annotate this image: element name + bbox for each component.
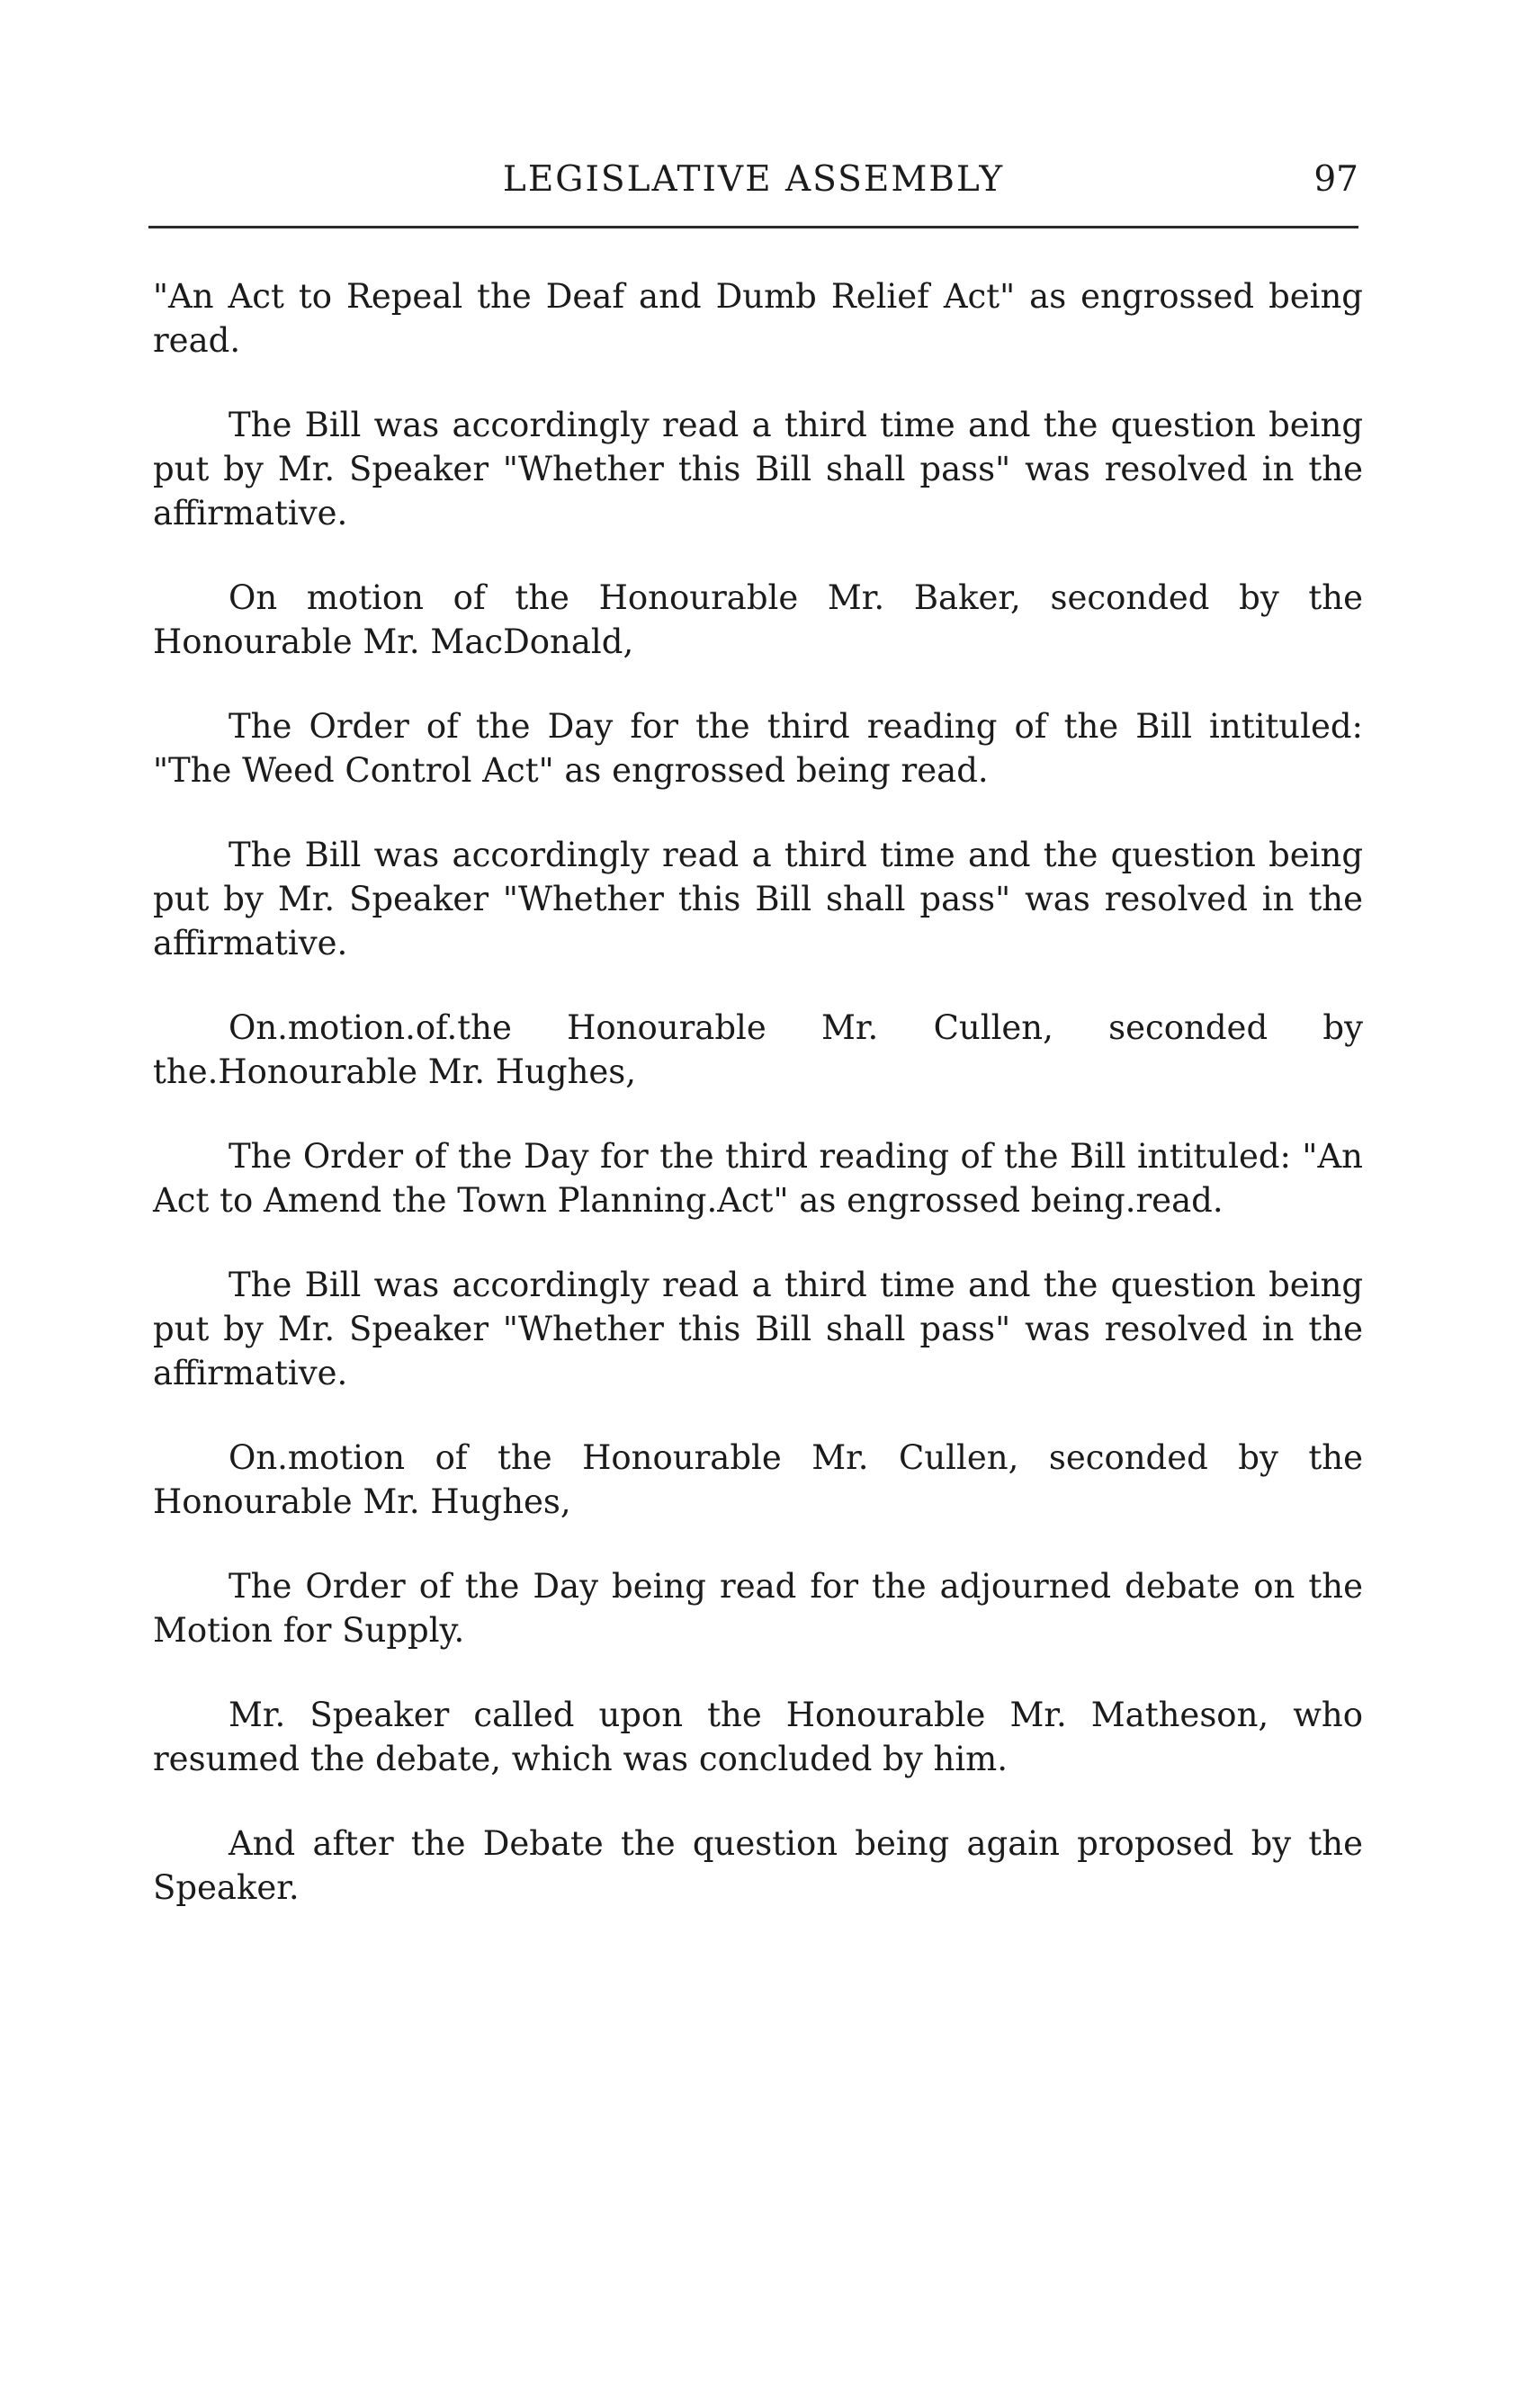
paragraph: The Bill was accordingly read a third time and the question being put by Mr. Speaker "Whether this Bill shall pass" was resolved in the affirmative. xyxy=(153,836,1363,962)
paragraph: On.motion of the Honourable Mr. Cullen, seconded by the Honourable Mr. Hughes, xyxy=(153,1438,1363,1521)
paragraph: The Order of the Day for the third reading of the Bill intituled: "An Act to Amend the Town Planning.Act" as engrossed being.read. xyxy=(153,1137,1363,1220)
page-number: 97 xyxy=(1313,159,1358,200)
paragraph: "An Act to Repeal the Deaf and Dumb Relief Act" as engrossed being read. xyxy=(153,277,1363,360)
paragraph: The Order of the Day being read for the adjourned debate on the Motion for Supply. xyxy=(153,1567,1363,1650)
paragraph: Mr. Speaker called upon the Honourable Mr. Matheson, who resumed the debate, which was concluded by him. xyxy=(153,1696,1363,1778)
body-text xyxy=(153,274,1363,1950)
running-header xyxy=(148,155,1358,205)
paragraph: On motion of the Honourable Mr. Baker, seconded by the Honourable Mr. MacDonald, xyxy=(153,578,1363,661)
header-title: LEGISLATIVE ASSEMBLY xyxy=(502,159,1005,200)
paragraph: And after the Debate the question being again proposed by the Speaker. xyxy=(153,1824,1363,1907)
paragraph: The Order of the Day for the third reading of the Bill intituled: "The Weed Control Act" as engrossed being read. xyxy=(153,707,1363,790)
paragraph: The Bill was accordingly read a third time and the question being put by Mr. Speaker "Whether this Bill shall pass" was resolved in the affirmative. xyxy=(153,406,1363,533)
header-rule xyxy=(148,226,1358,228)
paragraph: The Bill was accordingly read a third time and the question being put by Mr. Speaker "Whether this Bill shall pass" was resolved in the affirmative. xyxy=(153,1266,1363,1392)
paragraph: On.motion.of.the Honourable Mr. Cullen, seconded by the.Honourable Mr. Hughes, xyxy=(153,1008,1363,1091)
